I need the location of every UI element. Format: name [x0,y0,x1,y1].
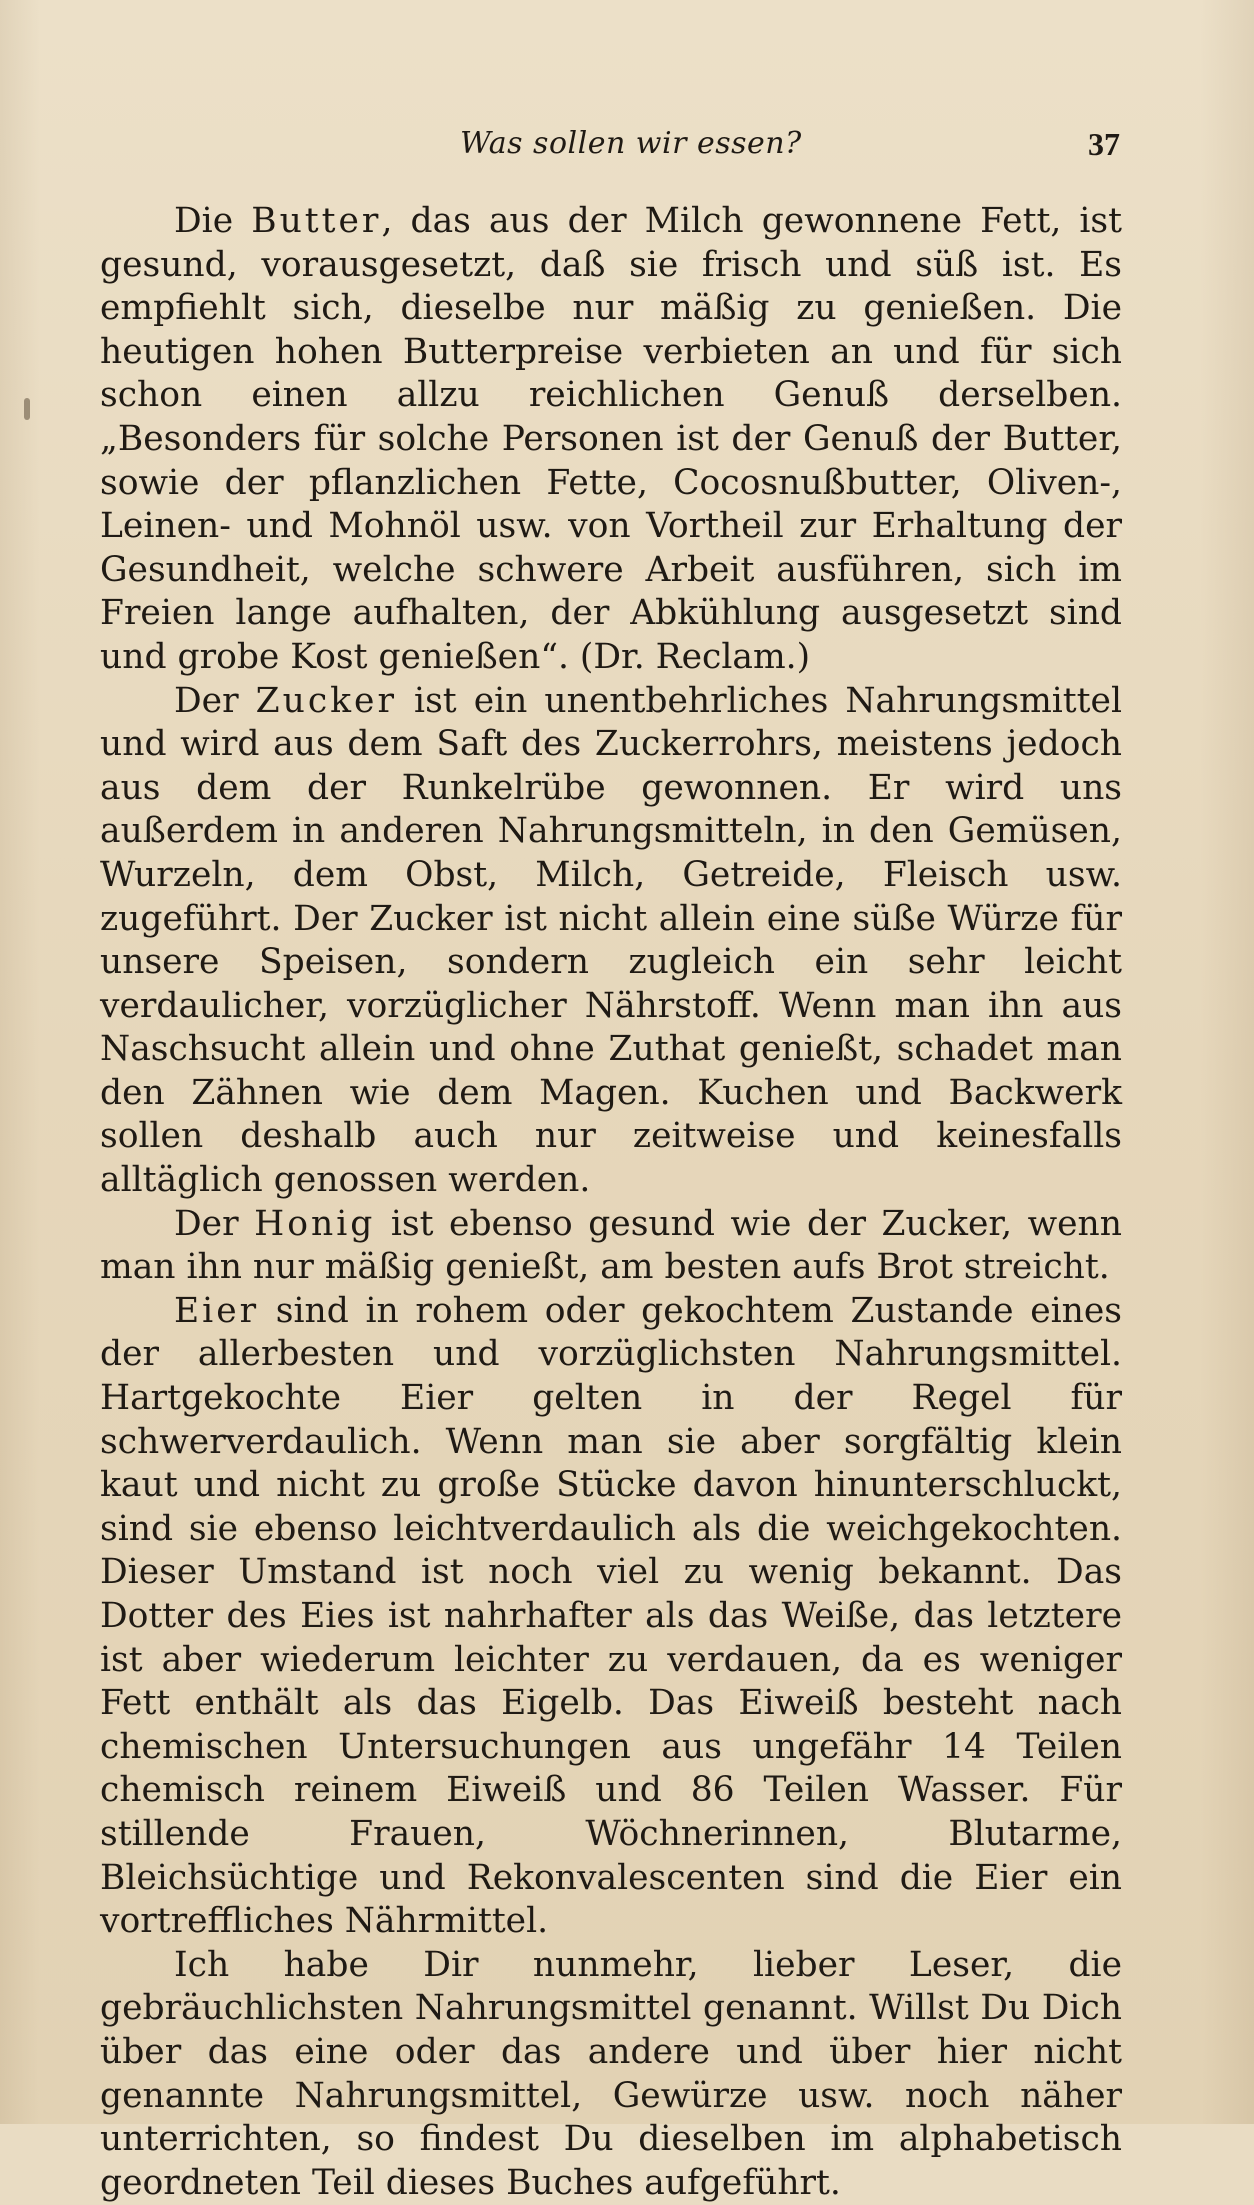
running-title: Was sollen wir essen? [460,126,802,161]
running-head [100,126,1120,166]
paragraph-lead: Ich habe Dir nunmehr, lieber Leser, die gebräuchlichsten Nahrungsmittel genannt. Willst Du Dich über das eine oder das andere und über hier nicht genannte Nahrungsmittel, Gewürze usw. noch näher unterrichten, so findest Du dieselben im alphabetisch geordneten Teil dieses Buches aufgeführt. [100,1944,1122,2203]
paragraph-butter [100,200,1122,680]
paragraph-lead: Die [174,201,252,241]
paragraph-eier [100,1290,1122,1944]
keyword-honig: Honig [254,1203,376,1244]
keyword-eier: Eier [174,1290,260,1331]
margin-mark [24,398,30,420]
paragraph-zucker [100,680,1122,1203]
paragraph-body: sind in rohem oder gekochtem Zustande eines der allerbesten und vorzüglichsten Nahrungsmittel. Hartgekochte Eier gelten in der Regel für schwerverdaulich. Wenn man sie aber sorgfältig klein kaut und nicht zu große Stücke davon hinunterschluckt, sind sie ebenso leichtverdaulich als die weichgekochten. Dieser Umstand ist noch viel zu wenig bekannt. Das Dotter des Eies ist nahrhafter als das Weiße, das letztere ist aber wiederum leichter zu verdauen, da es weniger Fett enthält als das Eigelb. Das Eiweiß besteht nach chemischen Untersuchungen aus ungefähr 14 Teilen chemisch reinem Eiweiß und 86 Teilen Wasser. Für stillende Frauen, Wöchnerinnen, Blutarme, Bleichsüchtige und Rekonvalescenten sind die Eier ein vortreffliches Nährmittel. [100,1290,1122,1942]
keyword-zucker: Zucker [255,680,397,721]
paragraph-honig [100,1203,1122,1290]
keyword-butter: Butter [251,201,382,241]
paragraph-body: , das aus der Milch gewonnene Fett, ist gesund, vorausgesetzt, daß sie frisch und süß ist. Es empfiehlt sich, dieselbe nur mäßig zu genießen. Die heutigen hohen Butterpreise verbieten an und für sich schon einen allzu reichlichen Genuß derselben. „Besonders für solche Personen ist der Genuß der Butter, sowie der pflanzlichen Fette, Cocosnußbutter, Oliven-, Leinen- und Mohnöl usw. von Vortheil zur Erhaltung der Gesundheit, welche schwere Arbeit ausführen, sich im Freien lange aufhalten, der Abkühlung ausgesetzt sind und grobe Kost genießen“. (Dr. Reclam.) [100,201,1122,677]
body-text [100,200,1122,2205]
paragraph-closing [100,1944,1122,2205]
paragraph-lead: Der [174,680,256,721]
paragraph-body: ist ein unentbehrliches Nahrungsmittel und wird aus dem Saft des Zuckerrohrs, meistens jedoch aus dem der Runkelrübe gewonnen. Er wird uns außerdem in anderen Nahrungsmitteln, in den Gemüsen, Wurzeln, dem Obst, Milch, Getreide, Fleisch usw. zugeführt. Der Zucker ist nicht allein eine süße Würze für unsere Speisen, sondern zugleich ein sehr leicht verdaulicher, vorzüglicher Nährstoff. Wenn man ihn aus Naschsucht allein und ohne Zuthat genießt, schadet man den Zähnen wie dem Magen. Kuchen und Backwerk sollen deshalb auch nur zeitweise und keinesfalls alltäglich genossen werden. [100,680,1122,1201]
page-number: 37 [1088,126,1120,162]
paragraph-body: ist ebenso gesund wie der Zucker, wenn man ihn nur mäßig genießt, am besten aufs Brot streicht. [100,1203,1122,1288]
paragraph-lead: Der [174,1203,255,1244]
